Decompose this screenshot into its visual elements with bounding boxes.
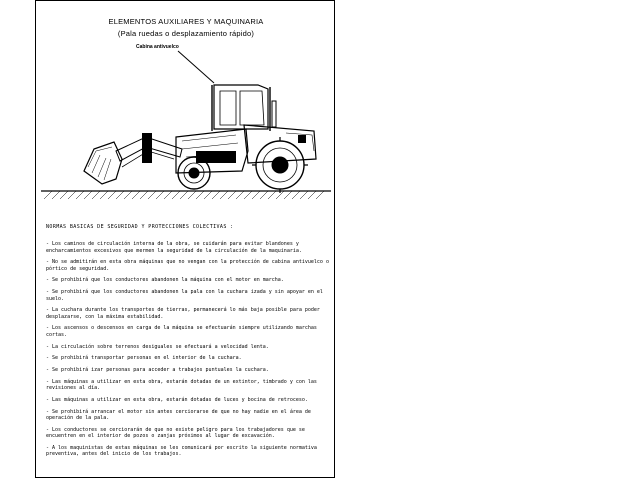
norm-item: - No se admitirán en esta obra máquinas que no vengan con la protección de cabina antivuelco o pórtico de seguridad. <box>46 259 329 272</box>
cab-label-leader <box>178 51 214 83</box>
wheel-loader-illustration <box>36 1 334 216</box>
sheet-subtitle: (Pala ruedas o desplazamiento rápido) <box>117 29 255 38</box>
norm-item: - Los caminos de circulación interna de la obra, se cuidarán para evitar blandones y encharcamientos excesivos que mermen la seguridad de la circulación de la maquinaria. <box>46 241 302 254</box>
operator-cab <box>212 85 270 131</box>
loader-bucket <box>84 142 122 184</box>
cab-label: Cabina antivuelco <box>136 44 179 50</box>
lift-arm <box>116 133 182 167</box>
norms-list <box>46 241 331 463</box>
norm-item: - Los ascensos o descensos en carga de la máquina se efectuarán siempre utilizando marchas cortas. <box>46 325 317 338</box>
norm-item: - Las máquinas a utilizar en esta obra, estarán dotadas de un extintor, timbrado y con las revisiones al día. <box>46 378 317 392</box>
norms-heading: NORMAS BASICAS DE SEGURIDAD Y PROTECCIONES COLECTIVAS : <box>46 224 234 230</box>
norm-item: - Se prohibirá transportar personas en el interior de la cuchara. <box>46 355 242 362</box>
norm-item: - Las máquinas a utilizar en esta obra, estarán dotadas de luces y bocina de retroceso. <box>46 396 308 403</box>
norm-item: - La cuchara durante los transportes de tierras, permanecerá lo más baja posible para poder desplazarse, con la máxima estabilidad. <box>46 307 320 320</box>
ground-hatch <box>44 191 324 199</box>
drawing-sheet <box>35 0 335 478</box>
norm-item: - Se prohibirá arrancar el motor sin antes cerciorarse de que no hay nadie en el área de operación de la pala. <box>46 408 311 422</box>
loader-chassis <box>176 125 316 173</box>
norm-item: - La circulación sobre terrenos desiguales se efectuará a velocidad lenta. <box>46 343 269 350</box>
norm-item: - Los conductores se cerciorarán de que no existe peligro para los trabajadores que se encuentren en el interior de pozos o zanjas próximos al lugar de excavación. <box>46 426 305 440</box>
norm-item: - Se prohibirá que los conductores abandonen la máquina con el motor en marcha. <box>46 277 284 284</box>
rear-wheel <box>252 137 308 193</box>
norm-item: - Se prohibirá izar personas para acceder a trabajos puntuales la cuchara. <box>46 367 269 373</box>
norm-item: - A los maquinistas de estas máquinas se les comunicará por escrito la siguiente normativa preventiva, antes del inicio de los trabajos. <box>46 444 317 458</box>
sheet-title: ELEMENTOS AUXILIARES Y MAQUINARIA <box>108 17 264 26</box>
exhaust-pipe <box>272 101 276 127</box>
norm-item: - Se prohibirá que los conductores abandonen la pala con la cuchara izada y sin apoyar en el suelo. <box>46 289 323 302</box>
